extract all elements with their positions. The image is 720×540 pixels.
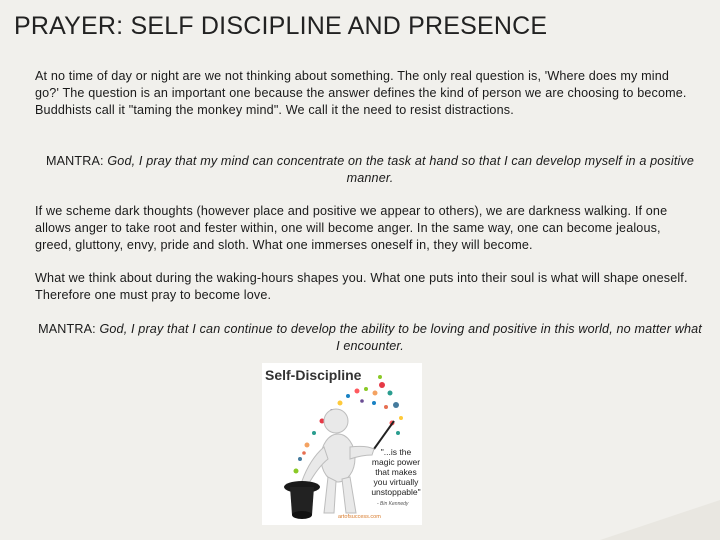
image-author: - Bin Kennedy xyxy=(377,501,409,507)
paragraph-waking-hours: What we think about during the waking-hours shapes you. What one puts into their soul is what will shape oneself. Therefore one must pray to become love. xyxy=(35,271,688,302)
title-prefix: PRAYER: xyxy=(14,12,124,40)
image-url: artofsuccess.com xyxy=(338,514,381,520)
mantra-2-text: God, I pray that I can continue to develop the ability to be loving and positive in this world, no matter what I encounter. xyxy=(99,322,702,353)
mantra-1-label: MANTRA: xyxy=(45,154,108,168)
paragraph-intro-buddhist: Buddhists call it "taming the monkey mind". We call it the need to resist distractions. xyxy=(35,103,514,117)
mantra-1 xyxy=(38,153,702,187)
paragraph-intro xyxy=(35,68,695,119)
self-discipline-image xyxy=(262,363,422,525)
mantra-2-label: MANTRA: xyxy=(38,322,100,336)
corner-decoration xyxy=(600,500,720,540)
paragraph-intro-main: At no time of day or night are we not thinking about something. The only real question is, 'Where does my mind go?' The question is an important one because the answer defines the kind of person we are choosing to become. xyxy=(35,69,687,100)
mantra-2 xyxy=(38,321,702,355)
title-text: SELF DISCIPLINE AND PRESENCE xyxy=(123,12,548,40)
mantra-1-text: God, I pray that my mind can concentrate on the task at hand so that I can develop myself in a positive manner. xyxy=(107,154,695,185)
image-title: Self-Discipline xyxy=(265,367,362,383)
wand-graphic xyxy=(374,421,394,449)
top-hat-graphic xyxy=(284,481,320,519)
slide-title xyxy=(14,12,547,41)
paragraph-dark-thoughts: If we scheme dark thoughts (however place and positive we appear to others), we are darkness walking. If one allows anger to take root and fester within, one will become anger. In the same way, one can become jealous, greed, gluttony, envy, pride and sloth. What one immerses oneself in, they will become. xyxy=(35,204,668,252)
image-quote: "...is the magic power that makes you virtually unstoppable" xyxy=(371,447,421,497)
